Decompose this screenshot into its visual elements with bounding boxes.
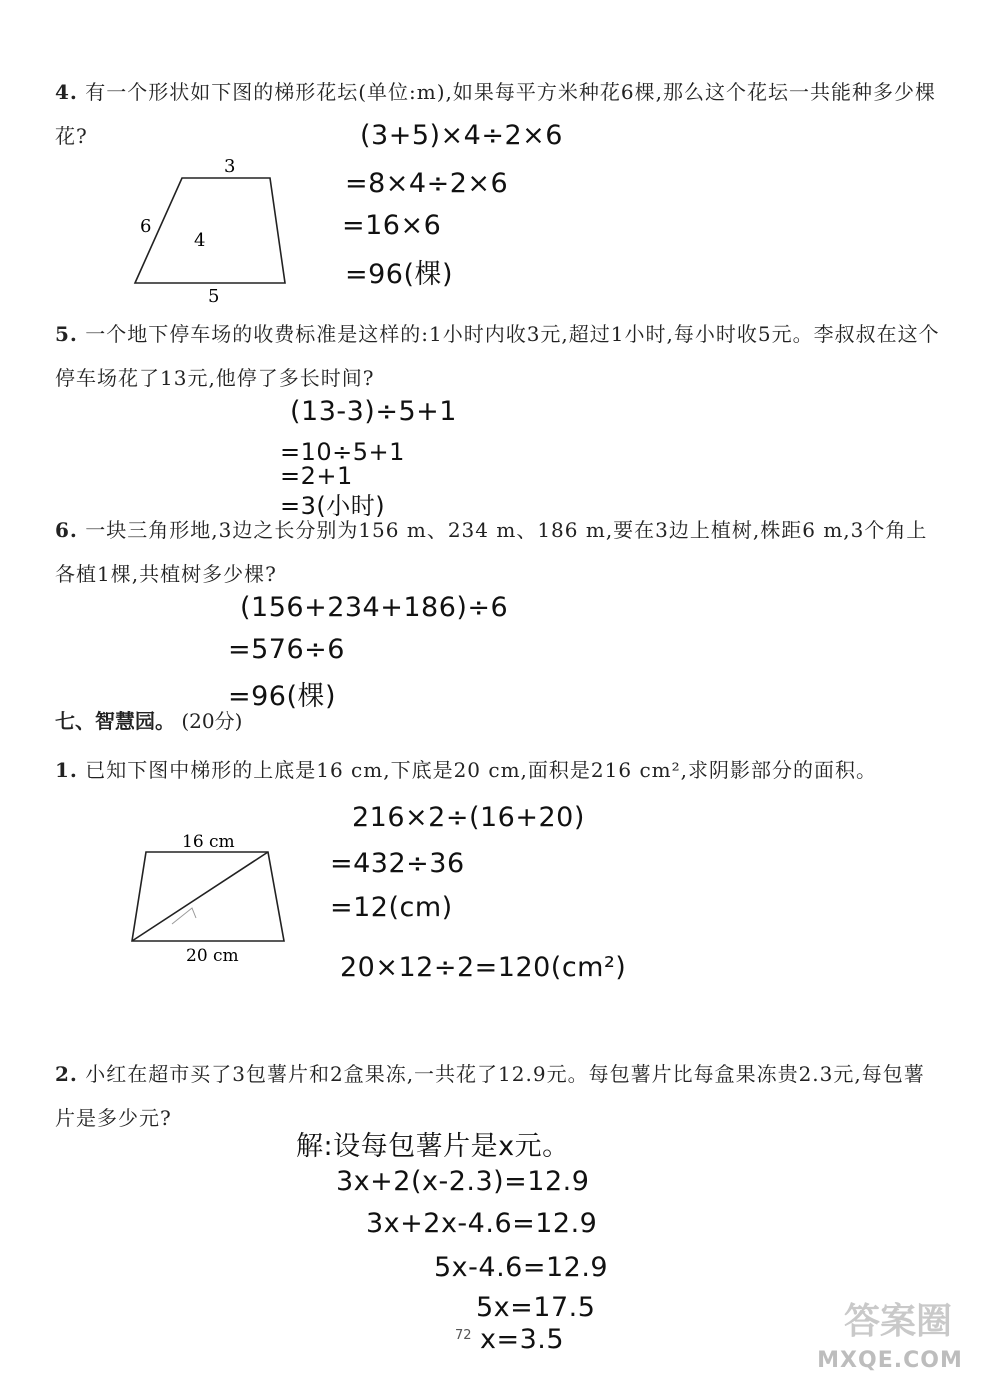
work-line: =576÷6 bbox=[228, 634, 345, 665]
work-line: 3x+2(x-2.3)=12.9 bbox=[336, 1166, 590, 1197]
section-score: (20分) bbox=[181, 709, 243, 733]
work-line: (156+234+186)÷6 bbox=[240, 592, 509, 623]
figure-label-top: 16 cm bbox=[182, 832, 235, 852]
work-line: =12(cm) bbox=[330, 892, 453, 923]
work-line: (13-3)÷5+1 bbox=[290, 396, 457, 427]
work-line: =96(棵) bbox=[228, 681, 337, 712]
question-6 bbox=[55, 508, 945, 596]
work-line: (3+5)×4÷2×6 bbox=[360, 120, 563, 151]
work-line: 20×12÷2=120(cm²) bbox=[340, 952, 627, 983]
work-line: 3x+2x-4.6=12.9 bbox=[366, 1208, 598, 1239]
work-line: 216×2÷(16+20) bbox=[352, 802, 585, 833]
trapezoid-figure-q4 bbox=[120, 150, 310, 310]
section-header bbox=[55, 706, 242, 736]
question-number: 1. bbox=[55, 758, 78, 782]
section-title: 七、智慧园。 bbox=[55, 709, 175, 733]
work-line: =2+1 bbox=[280, 462, 353, 490]
question-number: 2. bbox=[55, 1062, 78, 1086]
question-number: 6. bbox=[55, 518, 78, 542]
question-text: 小红在超市买了3包薯片和2盒果冻,一共花了12.9元。每包薯片比每盒果冻贵2.3元,每包薯片是多少元? bbox=[55, 1062, 925, 1130]
figure-label-left: 6 bbox=[140, 216, 152, 237]
figure-label-top: 3 bbox=[224, 156, 236, 177]
work-line: 5x-4.6=12.9 bbox=[434, 1252, 609, 1283]
work-line: =3(小时) bbox=[280, 492, 386, 520]
section7-question-1 bbox=[55, 748, 945, 792]
question-text: 一块三角形地,3边之长分别为156 m、234 m、186 m,要在3边上植树,株距6 m,3个角上各植1棵,共植树多少棵? bbox=[55, 518, 928, 586]
work-line: 解:设每包薯片是x元。 bbox=[296, 1131, 570, 1162]
work-line: =8×4÷2×6 bbox=[345, 168, 509, 199]
question-number: 5. bbox=[55, 322, 78, 346]
figure-label-bottom: 20 cm bbox=[186, 946, 239, 966]
work-line: 5x=17.5 bbox=[476, 1292, 596, 1323]
watermark bbox=[790, 1293, 990, 1373]
question-number: 4. bbox=[55, 80, 78, 104]
trapezoid-figure-s7q1 bbox=[120, 828, 300, 973]
work-line: =96(棵) bbox=[345, 259, 454, 290]
work-line: =10÷5+1 bbox=[280, 438, 405, 466]
page-number: 72 bbox=[455, 1328, 472, 1343]
question-text: 有一个形状如下图的梯形花坛(单位:m),如果每平方米种花6棵,那么这个花坛一共能种多少棵花? bbox=[55, 80, 936, 148]
question-5 bbox=[55, 312, 945, 400]
work-line: =432÷36 bbox=[330, 848, 465, 879]
figure-label-bottom: 5 bbox=[208, 286, 220, 307]
watermark-logo: 答案圈 bbox=[843, 1301, 952, 1342]
watermark-site: MXQE.COM bbox=[817, 1348, 963, 1373]
work-line: x=3.5 bbox=[480, 1324, 565, 1355]
work-line: =16×6 bbox=[342, 210, 442, 241]
figure-label-height: 4 bbox=[194, 230, 206, 251]
question-text: 已知下图中梯形的上底是16 cm,下底是20 cm,面积是216 cm²,求阴影部分的面积。 bbox=[85, 758, 877, 782]
question-text: 一个地下停车场的收费标准是这样的:1小时内收3元,超过1小时,每小时收5元。李叔叔在这个停车场花了13元,他停了多长时间? bbox=[55, 322, 940, 390]
